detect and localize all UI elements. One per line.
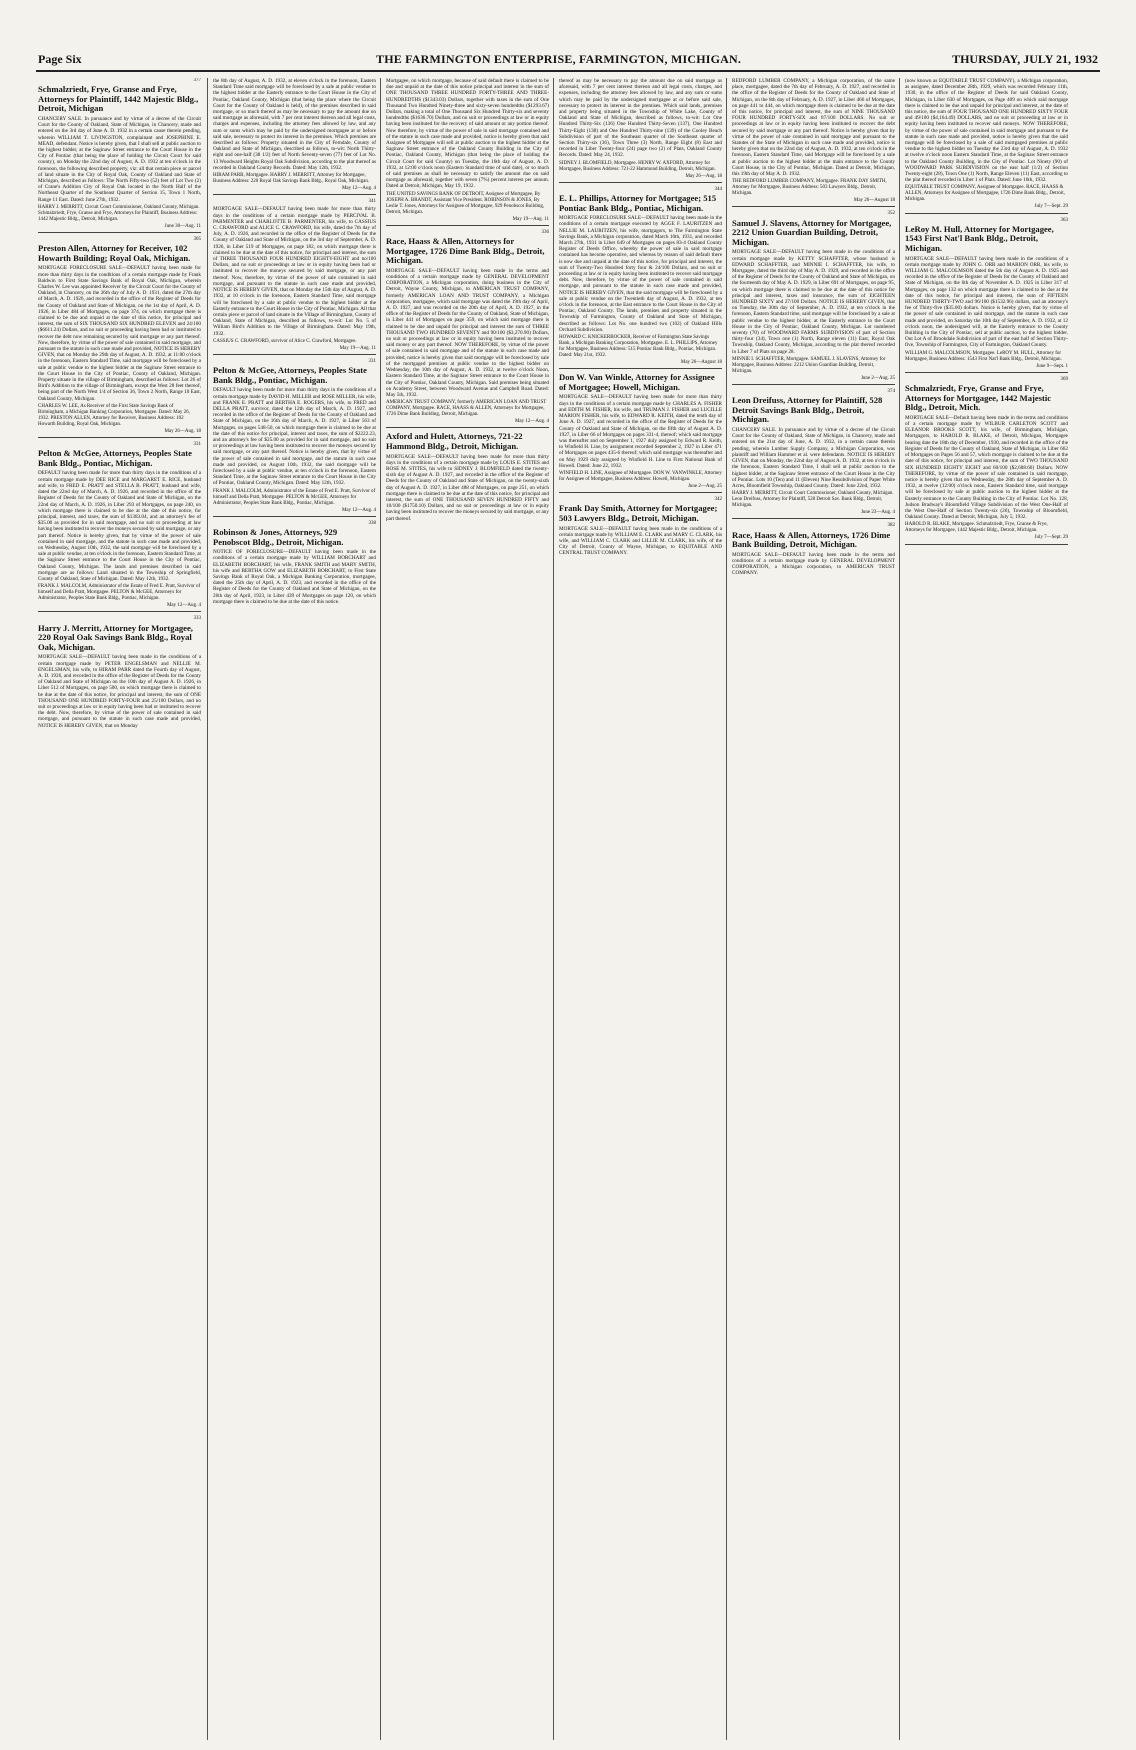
notice-heading: Preston Allen, Attorney for Receiver, 102 Howarth Building; Royal Oak, Michigan.	[38, 243, 191, 263]
notice-body: the 8th day of August, A. D. 1932, at eleven o'clock in the forenoon, Eastern Standard Time said mortgage will be foreclosed by a sale at public vendue to the highest bidder at the Easterly entrance to the Court House in the City of Pontiac, Oakland County, Michigan (that being the place where the Circuit Court for the County of Oakland is held), of the premises described in said mortgage, or so much thereof as may be necessary to pay the amount due on said mortgage as aforesaid, with 7 per cent interest thereon and all legal costs, charges and expenses, including the attorney fees allowed by law, and any sum or sums which may be paid by the undersigned mortgagee at or before said sale, necessary to protect its interest in the premises. Which premises are described as follows: Property situated in the City of Ferndale, County of Oakland and State of Michigan, described as follows, to-wit: North Thirty-eight and one-half (38 1/2) feet of North Seventy-seven (77) feet of Lot No. 13 Woodward Heights Royal Oak Subdivision, according to the plat thereof as recorded in Oakland County Records. Dated: May 12th, 1932.	[213, 78, 376, 171]
notice-number: 369	[1060, 376, 1068, 382]
notice-body: MORTGAGE FORECLOSURE SALE—DEFAULT having been made for more than thirty days in the conditions of a certain mortgage made by Frank Baldwin to First State Savings Bank of Royal Oak, Michigan, wherein Charles W. Lee was appointed Receiver by the Circuit Court for the County of Oakland, in Chancery, on the 26th day of July A. D. 1931, dated the 27th day of March, A. D. 1926, and recorded in the office of the Register of Deeds for the County of Oakland and State of Michigan, on the 1st day of April, A. D. 1926, in Liber 484 of Mortgages, on page 374, on which mortgage there is claimed to be due and unpaid at the date of this notice, for principal and interest, the sum of SIX THOUSAND SIX HUNDRED ELEVEN and 24/100 ($6611.24) Dollars, and no suit or proceeding having been had or instituted to recover the debt now remaining secured by said mortgage or any part thereof. Now, therefore, by virtue of the power of sale contained in said mortgage, and pursuant to the statute in such case made and provided, NOTICE IS HEREBY GIVEN, that on Monday the 29th day of August, A. D. 1932, at 11:00 o'clock in the forenoon, Eastern Standard Time, said mortgage will be foreclosed by a sale at public vendue to the highest bidder at the Saginaw Street entrance to the Court House in the City of Pontiac, County of Oakland, Michigan. Property situate in the village of Birmingham, described as follows: Lot 26 of Bird's Addition to the village of Birmingham, except the West 28 feet thereof, being part of the North West 1/4 of Section 36, Town 2 North, Range 10 East, Oakland County, Michigan.	[38, 265, 201, 402]
notice-number: 305	[193, 237, 201, 243]
legal-notice	[905, 218, 1068, 373]
notice-number: 333	[193, 616, 201, 622]
notice-signature: FRANK J. MALCOLM, Administrator of the Estate of Fred E. Pratt, Survivor of himself and Della Pratt, Mortgagee. PELTON & McGEE, Attorneys for Administrator, Peoples State Bank Bldg., Pontiac, Michigan.	[213, 488, 376, 506]
notice-heading: Pelton & McGee, Attorneys, Peoples State Bank Bldg., Pontiac, Michigan.	[38, 448, 192, 468]
legal-notice	[386, 230, 549, 428]
notice-signature: CASSIUS C. CRAWFORD, survivor of Alice C. Crawford, Mortgagee.	[213, 338, 357, 344]
notice-run-dates: July 7—Sept. 29	[905, 204, 1068, 213]
notice-body: DEFAULT having been made for more than thirty days in the conditions of a certain mortgage made by DAVID H. MILLER and ROSE MILLER, his wife, and FRANK E. PRATT and BERTHA E. ROGERS, his wife, to FRED and DELLA PRATT, survivor, dated the 12th day of March, A. D. 1927, and recorded in the office of the Register of Deeds for the County of Oakland and State of Michigan, on the 16th day of March, A. D. 1927, in Liber 563 of Mortgages, on pages 548-50, on which mortgage there is claimed to be due at the date of this notice for principal, interest and taxes, the sum of $2222.23, and an attorney's fee of $25.00 as provided for in said mortgage, and no suit or proceedings at law having been instituted to recover the moneys secured by said mortgage, or any part thereof. Notice is hereby given, that by virtue of the power of sale contained in said mortgage, and the statute in such case made and provided, on August 10th, 1932, the said mortgage will be foreclosed by a sale at public vendue, at ten o'clock in the forenoon, Eastern Standard Time, at the Saginaw Street entrance to the Court House in the City of Pontiac, Oakland County, Michigan. Dated: May 12th, 1932.	[213, 387, 376, 487]
notice-signature: THE REDFORD LUMBER COMPANY, Mortgagee. FRANK DAY SMITH, Attorney for Mortgagee, Business Address: 503 Lawyers Bldg., Detroit, Michigan.	[732, 179, 887, 197]
notice-run-dates: June 9—Sept. 1	[905, 364, 1068, 373]
newspaper-title: THE FARMINGTON ENTERPRISE, FARMINGTON, MICHIGAN.	[376, 52, 742, 66]
notice-number: 341	[368, 199, 376, 205]
notice-heading: Schmalzriedt, Frye, Granse and Frye, Attorneys for Mortgagee, 1442 Majestic Bldg., Detroit, Mich.	[905, 383, 1052, 413]
notice-body: CHANCERY SALE. In pursuance and by virtue of a decree of the Circuit Court for the County of Oakland, State of Michigan, in Chancery, made and entered on the 3rd day of June A. D. 1932 in a certain cause therein pending, wherein WILLIAM T. LIVINGSTON, complainant and JOSEPHINE E. MEAD, defendant. Notice is hereby given, that I shall sell at public auction to the highest bidder, at the Saginaw Street entrance to the Court House in the City of Pontiac (that being the place of holding the Circuit Court for said county), on Monday the 22nd day of August, A. D. 1932 at ten o'clock in the forenoon, the following described property, viz: all that certain piece or parcel of land situate in the City of Royal Oak, County of Oakland and State of Michigan, described as follows: The North Fifty-two (52) feet of Lot Two (2) of Crane's Addition City of Royal Oak located in the North Half of the Northeast Quarter of the Southeast Quarter of Section 15, Town 1 North, Range 11 East. Dated: June 27th, 1932.	[38, 115, 201, 203]
notice-heading: Don W. Van Winkle, Attorney for Assignee of Mortgagee; Howell, Michigan.	[559, 372, 715, 392]
notice-signature: SIDNEY J. BLOMFIELD, Mortgagee. HENRY W. AXFORD, Attorney for Mortgagee, Business Address: 721-22 Hammond Building, Detroit, Michigan.	[559, 160, 716, 172]
notice-run-dates: May 12—Aug. 4	[213, 508, 376, 517]
legal-notice	[213, 359, 376, 517]
notice-heading: Samuel J. Slavens, Attorney for Mortgagee, 2212 Union Guardian Building, Detroit, Michigan.	[732, 217, 892, 247]
notice-heading: Race, Haass & Allen, Attorneys, 1726 Dime Bank Building, Detroit, Michigan.	[732, 529, 891, 550]
notice-signature: FRANK J. MALCOLM, Administrator of the Estate of Fred E. Pratt, Survivor of himself and Della Pratt, Mortgagee. PELTON & McGEE, Attorneys for Administrator, Peoples State Bank Bldg., Pontiac, Michigan.	[38, 584, 201, 602]
notice-run-dates: May 26—Aug. 18	[38, 429, 201, 438]
legal-notice	[905, 78, 1068, 214]
notice-number: 374	[887, 389, 895, 395]
notice-body: MORTGAGE SALE—DEFAULT having been made in the terms and conditions of a certain mortgage made by GENERAL DEVELOPMENT CORPORATION, a Michigan corporation, doing business in the City of Detroit, Wayne County, Michigan, to AMERICAN TRUST COMPANY, formerly AMERICAN LOAN AND TRUST COMPANY, a Michigan corporation, mortgagee, which said mortgage was dated the 19th day of April, A. D. 1927, and was recorded on the 20th day of April, A. D. 1927, in the office of the Register of Deeds for the County of Oakland, State of Michigan, in Liber 441 of Mortgages on page 359, on which said mortgage there is claimed to be due and unpaid for principal and interest the sum of THREE THOUSAND TWO HUNDRED SEVENTY and 90/100 ($3,270.90) Dollars, no suit or proceedings at law or in equity having been instituted to recover said money or any part thereof. NOW THEREFORE, by virtue of the power of sale contained in said mortgage and of the statute in such case made and provided, notice is hereby given that said mortgage will be foreclosed by sale of the mortgaged premises at public vendue to the highest bidder on Wednesday, the 10th day of August, A. D. 1932, at twelve o'clock Noon, Eastern Standard Time, at the Saginaw Street entrance to the Court House in the City of Pontiac, Oakland County, Michigan. Said premises being situated on Academy Street, between Woodward Avenue and Campbell Road. Dated: May 5th, 1932.	[386, 267, 549, 398]
issue-date: THURSDAY, JULY 21, 1932	[952, 52, 1098, 66]
notice-run-dates: May 19—Aug. 11	[213, 346, 376, 355]
notice-run-dates: May 12—Aug. 4	[213, 186, 376, 195]
notice-signature: HARRY J. MERRITT, Circuit Court Commissioner, Oakland County, Michigan. Schmalzriedt, Frye, Granse and Frye, Attorneys for Plaintiff, Business Address: 1442 Majestic Bldg., Detroit, Michigan.	[38, 204, 200, 222]
notice-body: NOTICE OF FORECLOSURE—DEFAULT having been made in the conditions of a certain mortgage made by WILLIAM BORCHART and ELIZABETH BORCHART, his wife, FRANK SMITH and MARY SMITH, his wife and BERTHA GOW and ELIZABETH BORCHART, to First State Savings Bank of Royal Oak, a Michigan Banking Corporation, mortgagee, dated the 25th day of April, A. D. 1923, and recorded in the office of the Register of Deeds for the County of Oakland and State of Michigan, on the 26th day of April, 1923, in Liber 439 of Mortgages on page 120, on which mortgage there is claimed to be due at the date of this notice.	[213, 549, 376, 605]
page-label: Page Six	[38, 52, 82, 66]
notice-body: thereof as may be necessary to pay the amount due on said mortgage as aforesaid, with 7 per cent interest thereon and all legal costs, charges, and expenses, including the attorney fees allowed by law, and any sum or sums which may be paid by the undersigned mortgagee at or before said sale, necessary to protect its interest in the premises. Which said lands, premises and property being situated in the Township of White Lake, County of Oakland and State of Michigan, described as follows, to-wit: Lot One Hundred Thirty-Six (136) One Hundred Thirty-Seven (137), One Hundred Thirty-Eight (138) and One Hundred Thirty-nine (139) of the Cooley Beach Subdivision of part of the Southeast quarter of the Southeast quarter of Section Thirty-six (36), Town Three (3) North, Range Eight (8) East and recorded in Liber Twenty-four (24) page two (2) of Plats, Oakland County Records. Dated: May 24, 1932.	[559, 78, 722, 159]
notice-run-dates: May 26—August 18	[732, 198, 895, 207]
legal-notice	[38, 237, 201, 438]
notice-heading: Schmalzriedt, Frye, Granse and Frye, Attorneys for Plaintiff, 1442 Majestic Bldg., Detroit, Michigan	[38, 84, 199, 114]
notice-signature: THE UNITED SAVINGS BANK OF DETROIT, Assignee of Mortgagee, By JOSEPH A. BRANDT, Assistant Vice President. ROBINSON & JONES, By Leslie T. Jones, Attorneys for Assignee of Mortgagee, 929 Penobscot Building, Detroit, Michigan.	[386, 191, 545, 215]
legal-notice	[213, 78, 376, 195]
notice-number: 342	[714, 497, 722, 503]
notice-body: MORTGAGE SALE—DEFAULT having been made in the conditions of a certain mortgage made by PETER ENGELSMAN and NELLIE M. ENGELSMAN, his wife, to HIRAM PARR dated the Fourth day of August, A. D. 1926, and recorded in the office of the Register of Deeds for the County of Oakland and State of Michigan on the 10th day of August A. D. 1926, in Liber 512 of Mortgages, on page 500, on which mortgage there is claimed to be due at the date of this notice, for principal and interest, the sum of ONE THOUSAND ONE HUNDRED FORTY-FOUR and 25/100 Dollars, and no suit or proceedings at law or in equity having been had or instituted to recover the debt. Now, therefore, by virtue of the power of sale contained in said mortgage, and pursuant to the statute in such case made and provided, NOTICE IS HEREBY GIVEN, that on Monday	[38, 654, 201, 729]
column-4	[559, 78, 722, 1740]
notice-body: MORTGAGE SALE—DEFAULT having been made in the terms and conditions of a certain mortgage made by GENERAL DEVELOPMENT CORPORATION, a Michigan corporation, to AMERICAN TRUST COMPANY.	[732, 551, 895, 577]
notice-number: 377	[193, 78, 201, 83]
notice-run-dates: June 23—Aug. 4	[732, 510, 895, 519]
notice-heading: Robinson & Jones, Attorneys, 929 Penobscot Bldg., Detroit, Michigan.	[213, 526, 344, 547]
column-rule	[553, 78, 554, 1740]
notice-number: 363	[1060, 217, 1068, 223]
column-rule	[899, 78, 900, 1740]
legal-notice	[213, 521, 376, 605]
notice-heading: Leon Dreifuss, Attorney for Plaintiff, 528 Detroit Savings Bank Bldg., Detroit, Michigan.	[732, 395, 883, 425]
notice-run-dates: June 30—Aug. 11	[38, 224, 201, 233]
legal-notice	[386, 432, 549, 521]
notice-signature: EQUITABLE TRUST COMPANY, Assignee of Mortgagee. RACE, HAASS & ALLEN, Attorneys for Assignee of Mortgagee, 1726 Dime Bank Bldg., Detroit, Michigan.	[905, 185, 1065, 203]
notice-signature: HAROLD R. BLAKE, Mortgagee. Schmalzriedt, Frye, Granse & Frye, Attorneys for Mortgagee, 1442 Majestic Bldg., Detroit, Michigan.	[905, 522, 1048, 534]
notice-body: MORTGAGE SALE—DEFAULT having been made in the conditions of a certain mortgage made by JOHN G. ORR and MARION ORR, his wife, to WILLIAM G. MALCOLMSON dated the 5th day of August A. D. 1925 and recorded in the office of the Register of Deeds for the County of Oakland and State of Michigan, on the 6th day of November A. D. 1925 in Liber 317 of Mortgages, on page 132 on which mortgage there is claimed to be due at the date of this notice, for principal and interest, the sum of FIFTEEN HUNDRED THIRTY-TWO and 96/100 ($1532.96) dollars, and an attorney's fee of Thirty-five ($35.00) dollars. Notice is hereby given, that by virtue of the power of sale contained in said mortgage, and the statute in such case made and provided, on Saturday the 10th day of September, A. D. 1932, at 12 o'clock noon, the undersigned will, at the Easterly entrance to the County Building in the City of Pontiac, sell at public auction, to the highest bidder. Out Lot A of Brookdale Subdivision of part of the east half of Section Thirty-five, Township of Farmington, City of Farmington, Oakland County.	[905, 255, 1068, 349]
legal-notice	[213, 199, 376, 355]
column-5	[732, 78, 895, 1740]
legal-notice	[732, 78, 895, 207]
notice-body: MORTGAGE SALE—DEFAULT having been made in the conditions of a certain mortgage made by WILLIAM E. CLARK and MARY C. CLARK, his wife, and WILLIAM C. CLARK and LILLIE M. CLARK, his wife, of the City of Detroit, County of Wayne, Michigan, to EQUITABLE AND CENTRAL TRUST COMPANY.	[559, 525, 722, 557]
column-2	[213, 78, 376, 1740]
notice-body: Mortgagee, on which mortgage, because of said default there is claimed to be due and unpaid at the date of this notice principal and interest in the sum of ONE THOUSAND THREE HUNDRED FORTY-THREE AND THREE-HUNDREDTHS ($1343.03) Dollars, together with taxes in the sum of One Thousand Two Hundred Ninety-three and sixty-seven hundredths ($1293.67) Dollars, making a total of One Thousand Six Hundred Thirty-six and seventy hundredths ($1636.70) Dollars, and no suit or proceedings at law or in equity having been instituted for the recovery of said amount or any portion thereof. Now therefore, by virtue of the power of sale in said mortgage contained and of the statute in such case made and provided, notice is hereby given that said Assignee of Mortgagee will sell at public auction to the highest bidder at the Saginaw Street entrance of the Oakland County Building in the City of Pontiac, Oakland County, Michigan (that being the place of holding the Circuit Court for said County) on Tuesday, the 16th day of August, A. D. 1932, at 12:00 o'clock noon (Eastern Standard time of said date), or so much of said premises as shall be necessary to satisfy the amount due on said mortgage as aforesaid, together with seven (7%) percent interest per annum. Dated at Detroit, Michigan, May 19, 1932.	[386, 78, 549, 190]
notice-run-dates: June 2—Aug. 25	[559, 484, 722, 493]
notice-signature: CHARLES W. LEE, As Receiver of the First State Savings Bank of Birmingham, a Michigan Banking Corporation, Mortgagee. Dated: May 26, 1932. PRESTON ALLEN, Attorney for Receiver, Business Address: 102 Howarth Building, Royal Oak, Michigan.	[38, 403, 190, 427]
notice-run-dates: May 26—August 18	[559, 360, 722, 369]
column-rule	[380, 78, 381, 1740]
legal-notice	[559, 187, 722, 369]
notice-number: 331	[368, 358, 376, 364]
notice-signature: WILLIAM G. MALCOLMSON, Mortgagee. LeROY M. HULL, Attorney for Mortgagee, Business Address: 1543 First Nat'l Bank Bldg., Detroit, Michigan.	[905, 350, 1062, 362]
notice-body: (now known as EQUITABLE TRUST COMPANY), a Michigan corporation, as assignee, dated December 28th, 1929, which was recorded February 11th, 1930, in the office of the Register of Deeds for said Oakland County, Michigan, in Liber 630 of Mortgages, on Page 409 on which said mortgage there is claimed to be due and unpaid for principal and interest, at the date of this notice, the sum of FOUR THOUSAND ONE HUNDRED SIXTY FOUR and 49/100 ($4,164.49) DOLLARS, and no suit or proceeding at law or in equity having been instituted to recover said moneys. NOW THEREFORE, by virtue of the power of sale contained in said mortgage and pursuant to the statute in such case made and provided, notice is hereby given that the said mortgage will be foreclosed by a sale of said mortgaged premises at public vendue to the highest bidder on Tuesday the 23rd day of August, A. D. 1932 at twelve o'clock noon Eastern Standard Time, at the Saginaw Street entrance to the Oakland County Building, in the City of Pontiac. Lot Ninety (90) of WOODWARD PARK SUBDIVISION on the east half (1/2) of Section Twenty-eight (28), Town One (1) North, Range Eleven (11) East, according to the plat thereof recorded in Liber 1 of Plats. Dated: June 16th, 1932.	[905, 78, 1068, 184]
notice-run-dates: July 7—Sept. 29	[905, 535, 1068, 544]
notice-run-dates: May 12—Aug. 4	[38, 603, 201, 612]
legal-notice	[559, 78, 722, 183]
notice-run-dates: May 19—Aug. 11	[386, 217, 549, 226]
notice-signature: AMERICAN TRUST COMPANY, formerly AMERICAN LOAN AND TRUST COMPANY, Mortgagee. RACE, HAASS & ALLEN, Attorneys for Mortgagee, 1726 Dime Bank Building, Detroit, Michigan.	[386, 400, 547, 418]
notice-number: 344	[714, 186, 722, 192]
column-3	[386, 78, 549, 1740]
legal-notice	[732, 389, 895, 519]
notice-body: REDFORD LUMBER COMPANY, a Michigan corporation, of the same place, mortgagee, dated the 7th day of February, A. D. 1927, and recorded in the office of the Register of Deeds for the County of Oakland and State of Michigan, on the 8th day of February, A. D. 1927, in Liber 466 of Mortgages, on page 441 to 444, on which mortgage there is claimed to be due at the date of this notice, for principal and interest, the sum of NINE THOUSAND FOUR HUNDRED FORTY-SIX and 87/100 DOLLARS. No suit or proceedings at law or in equity having been instituted to recover the debt secured by said mortgage or any part thereof. Notice is hereby given that by virtue of the power of sale contained in said mortgage and pursuant to the Statutes of the State of Michigan in such case made and provided, notice is hereby given that on the 22nd day of August, A. D. 1932, at ten o'clock in the forenoon, Eastern Standard Time, said Mortgage will be foreclosed by a sale at public auction to the highest bidder at the main entrance to the County Court House, in the City of Pontiac, Michigan. Dated at Detroit, Michigan, this 19th day of May A. D. 1932.	[732, 78, 895, 178]
legal-notice	[386, 78, 549, 226]
notice-number: 338	[368, 520, 376, 526]
notice-heading: Race, Haass & Allen, Attorneys for Mortgagee, 1726 Dime Bank Bldg., Detroit, Michigan.	[386, 236, 545, 266]
notice-signature: MINNIE I. SCHAFFTER, Mortgagee. SAMUEL J. SLAVENS, Attorney for Mortgagee, Business Address: 2212 Union Guardian Building, Detroit, Michigan.	[732, 356, 886, 374]
legal-notice	[38, 78, 201, 233]
notice-run-dates: May 12—Aug. 4	[386, 419, 549, 428]
notice-body: MORTGAGE SALE—DEFAULT having been made for more than thirty days in the conditions of a certain mortgage made by LOUIS E. STITES and ROSE M. STITES, his wife to SIDNEY J. BLOMFIELD dated the twenty-sixth day of August A. D. 1927, and recorded in the office of the Register of Deeds for the County of Oakland and State of Michigan, on the twenty-sixth day of August A. D. 1927, in Liber 488 of Mortgages, on page 251, on which mortgage there is claimed to be due at the date of this notice, for principal and interest, the sum of ONE THOUSAND SEVEN HUNDRED FIFTY and 10/100 ($1750.10) Dollars, and no suit or proceedings at law or in equity having been instituted to recover the moneys secured by said mortgage, or any part thereof.	[386, 453, 549, 522]
notice-heading: Pelton & McGee, Attorneys, Peoples State Bank Bldg., Pontiac, Michigan.	[213, 365, 367, 385]
notice-number: 336	[541, 229, 549, 235]
notice-number: 331	[193, 442, 201, 448]
notice-body: CHANCERY SALE. In pursuance and by virtue of a decree of the Circuit Court for the County of Oakland, State of Michigan, in Chancery, made and entered on the 21st day of June, A. D. 1932, in a certain cause therein pending, wherein Lumber Supply Company, a Michigan Corporation, was plaintiff and William Hammer et al. were defendants. NOTICE IS HEREBY GIVEN, that on Monday, the 22nd day of August A. D. 1932, at ten o'clock in the forenoon, Eastern Standard Time, I shall sell at public auction to the highest bidder, at the Saginaw Street entrance of the Court House in the City of Pontiac. Lots 10 (Ten) and 11 (Eleven) Nine Resubdivision of Paper White Acres, Bloomfield Township, Oakland County. Dated: June 22nd, 1932.	[732, 427, 895, 489]
notice-signature: HARRY J. MERRITT, Circuit Court Commissioner, Oakland County, Michigan. Leon Dreifuss, Attorney for Plaintiff, 528 Detroit Sav. Bank Bldg., Detroit, Michigan.	[732, 491, 894, 509]
legal-notice	[38, 442, 201, 612]
masthead	[36, 52, 1100, 72]
legal-notice	[559, 497, 722, 556]
legal-notice	[732, 523, 895, 576]
legal-notice	[732, 211, 895, 385]
notice-number: 382	[887, 523, 895, 529]
column-6	[905, 78, 1068, 1740]
notice-body: DEFAULT having been made for more than thirty days in the conditions of a certain mortgage made by DEE RICE and MARGARET E. RICE, husband and wife, to FRED E. PRATT and STELLA B. PRATT, husband and wife, dated the 22nd day of March, A. D. 1926, and recorded in the office of the Register of Deeds for the County of Oakland and State of Michigan, on the 22nd day of March, A. D. 1926, in Liber 293 of Mortgages, on page 240, on which mortgage there is claimed to be due at the date of this notice, for principal, interest, and taxes, the sum of $1383.04, and an attorney's fee of $35.00 as provided for in said mortgage, and no suit or proceeding at law having been instituted to recover the moneys secured by said mortgage, or any part thereof. Notice is hereby given, that by virtue of the power of sale contained in said mortgage, and the statute in such case made and provided, on Wednesday, August 10th, 1932, the said mortgage will be foreclosed by a sale at public vendue, at ten o'clock in the forenoon, Eastern Standard Time, at the Saginaw Street entrance to the Court House in the City of Pontiac, Oakland County, Michigan. The lands and premises described in said mortgage are as follows: Land situated in the Township of Springfield, County of Oakland, State of Michigan. Dated: May 12th, 1932.	[38, 470, 201, 582]
notice-heading: Axford and Hulett, Attorneys, 721-22 Hammond Bldg., Detroit, Michigan.	[386, 431, 523, 451]
notice-body: MORTGAGE SALE—DEFAULT having been made in the conditions of a certain mortgage made by KETTY SCHAFFTER, whose husband is EDWARD SCHAFFTER, and MINNIE I. SCHAFFTER, his wife, to Mortgagee, dated the third day of May A. D. 1929, and recorded in the office of the Register of Deeds for the County of Oakland and State of Michigan, on the fourteenth day of May A. D. 1929, in Liber 691 of Mortgages, on page 95, on which mortgage there is claimed to be due at the date of this notice for principal and interest, taxes and insurance, the sum of EIGHTEEN HUNDRED SIXTY and 27/100 Dollars. NOTICE IS HEREBY GIVEN, that on Tuesday, the 30th day of September, A. D. 1932, at ten o'clock in the forenoon, Eastern Standard time, said mortgage will be foreclosed by a sale at public vendue to the highest bidder, at the Easterly entrance to the Court House in the City of Pontiac, Oakland County, Michigan. Lot numbered seventy (70) of WOODWARD FARMS SUBDIVISION of part of Section thirty-four (34), Town one (1) North, Range eleven (11) East, Royal Oak Township, Oakland County, Michigan, according to the plat thereof recorded in Liber 7 of Plats on page 28.	[732, 249, 895, 355]
notice-heading: Frank Day Smith, Attorney for Mortgagee; 503 Lawyers Bldg., Detroit, Michigan.	[559, 503, 718, 523]
notice-heading: E. L. Phillips, Attorney for Mortgagee; 515 Pontiac Bank Bldg., Pontiac, Michigan.	[559, 193, 717, 213]
notice-body: MORTGAGE SALE—DEFAULT having been made for more than thirty days in the conditions of a certain mortgage made by CHARLES A. FISHER and EDITH M. FISHER, his wife, and TRUMAN J. FISHER and LUCILLE MARION FISHER, his wife, to EDWARD R. KEITH, dated the tenth day of June A. D. 1927, and recorded in the office of the Register of Deeds for the County of Oakland and State of Michigan, on the fifth day of August A. D. 1927, in Liber 66 of Mortgages on pages 331-4, thereof; which said mortgage was thereafter and on September 1, 1927 duly assigned by Edward R. Keith, to Winfield H. Line, by assignment recorded September 2, 1927 in Liber 471 of Mortgages on pages 435-6 thereof; which said mortgage was thereafter and on May 1929 duly assigned by Winfield H. Line to First National Bank of Howell. Dated: June 22, 1932.	[559, 394, 722, 469]
notice-signature: HOWARD C. KNICKERBOCKER, Receiver of Farmington State Savings Bank, a Michigan Banking Corporation, Mortgagee. E. L. PHILLIPS, Attorney for Mortgagee, Business Address: 515 Pontiac Bank Bldg., Pontiac, Michigan. Dated: May 21st, 1932.	[559, 335, 718, 359]
notice-heading: LeRoy M. Hull, Attorney for Mortgagee, 1543 First Nat'l Bank Bldg., Detroit, Michigan.	[905, 223, 1054, 254]
column-rule	[726, 78, 727, 1740]
notice-body: MORTGAGE FORECLOSURE SALE—DEFAULT having been made in the conditions of a certain mortgage executed by AGGE F. LAURITZEN and NELLIE M. LAURITZEN, his wife, mortgagors, to The Farmington State Savings Bank, a Michigan corporation, dated March 10th, 1931, and recorded March 27th, 1931 in Liber 649 of Mortgages on pages 83-4 Oakland County Register of Deeds Office, whereby the power of sale in said mortgage contained has become operative, and whereas by reason of said default there is now due and unpaid at the date of this notice, for principal and interest, the sum of Twenty-Two Hundred forty four & 24/100 Dollars, and no suit or proceeding at law or in equity having been instituted to recover said mortgage debt. Now, therefore, by virtue of the power of sale contained in said mortgage, and pursuant to the statute in such case made and provided, NOTICE IS HEREBY GIVEN, that the said mortgage will be foreclosed by a sale at public vendue on the Twentieth day of August, A. D. 1932, at ten o'clock in the forenoon, at the East entrance to the Court House in the City of Pontiac, Oakland County. The lands, premises and property situated in the Township of Farmington, County of Oakland and State of Michigan, described as follows: Lot No. one hundred two (102) of Oakland Hills Orchard Subdivision.	[559, 215, 722, 333]
notice-signature: WINFIELD H. LINE, Assignee of Mortgagee. DON W. VANWINKLE, Attorney for Assignee of Mortgagee, Business Address: Howell, Michigan.	[559, 470, 722, 482]
legal-notice	[38, 616, 201, 728]
notice-run-dates: May 26—Aug. 18	[559, 174, 722, 183]
notice-body: MORTGAGE SALE—DEFAULT having been made for more than thirty days in the conditions of a certain mortgage made by PERCIVAL B. PARMENTER and CHARLOTTE B. PARMENTER, his wife, to CASSIUS C. CRAWFORD and ALICE C. CRAWFORD, his wife, dated the 7th day of July, A. D. 1926, and recorded in the office of the Register of Deeds for the County of Oakland and State of Michigan, on the 3rd day of September, A. D. 1926, in Liber 519 of Mortgages, on page 182, on which mortgage there is claimed to be due at the date of this notice, for principal and interest, the sum of THREE THOUSAND FOUR HUNDRED EIGHTY-EIGHT and no/100 Dollars, and no suit or proceedings at law or in equity having been had or instituted to recover the moneys secured by said mortgage, or any part thereof. Now, therefore, by virtue of the power of sale contained in said mortgage, and pursuant to the statute in such case made and provided, NOTICE IS HEREBY GIVEN, that on Monday the 15th day of August, A. D. 1932, at 10 o'clock in the forenoon, Eastern Standard Time, said mortgage will be foreclosed by a sale at public vendue to the highest bidder at the Easterly entrance to the Court House in the City of Pontiac, Michigan. All that certain piece or parcel of land situate in the Village of Birmingham, County of Oakland, State of Michigan, described as follows, to-wit: Lot No. 5 of William Bird's Addition to the Village of Birmingham. Dated: May 19th, 1932.	[213, 206, 376, 337]
notice-body: MORTGAGE SALE—Default having been made in the terms and conditions of a certain mortgage made by WILBUR CARLETON SCOTT and ELEANOR BROOKS SCOTT, his wife, of Birmingham, Michigan, Mortgagors, to HAROLD R. BLAKE, of Detroit, Michigan, Mortgagee bearing date the 18th day of December, 1930, and recorded in the office of the Register of Deeds for the County of Oakland, State of Michigan, in Liber 662 of Mortgages on Pages 56 and 57, which mortgage is claimed to be due at the date of this notice, for principal and interest, the sum of TWO THOUSAND SIX HUNDRED EIGHTY EIGHT and 60/100 ($2,688.60) Dollars. NOW THEREFORE, by virtue of the power of sale contained in said mortgage, notice is hereby given that on Wednesday, the 28th day of September A. D. 1932, at twelve (12:00) o'clock noon, Eastern Standard time, said mortgage will be foreclosed by sale at public auction to the highest bidder at the Easterly entrance to the County Building in the City of Pontiac. Lot No. 128, Judson Bradway's Bloomfield Village Subdivision of the West One-Half of the West One-Half of Section Twenty-six (26), Township of Bloomfield, Oakland County. Dated at Detroit, Michigan, July 5, 1932.	[905, 414, 1068, 521]
column-1	[38, 78, 201, 1740]
notice-heading: Harry J. Merritt, Attorney for Mortgagee, 220 Royal Oak Savings Bank Bldg., Royal Oak, Michigan.	[38, 622, 193, 652]
legal-notice	[559, 373, 722, 493]
notice-run-dates: June 2—Aug. 25	[732, 376, 895, 385]
legal-notice	[905, 377, 1068, 545]
column-rule	[207, 78, 208, 1740]
notice-signature: HIRAM PARR, Mortgagee. HARRY J. MERRITT, Attorney for Mortgagee, Business Address: 220 Royal Oak Savings Bank Bldg., Royal Oak, Michigan.	[213, 173, 370, 185]
notice-number: 352	[887, 211, 895, 217]
